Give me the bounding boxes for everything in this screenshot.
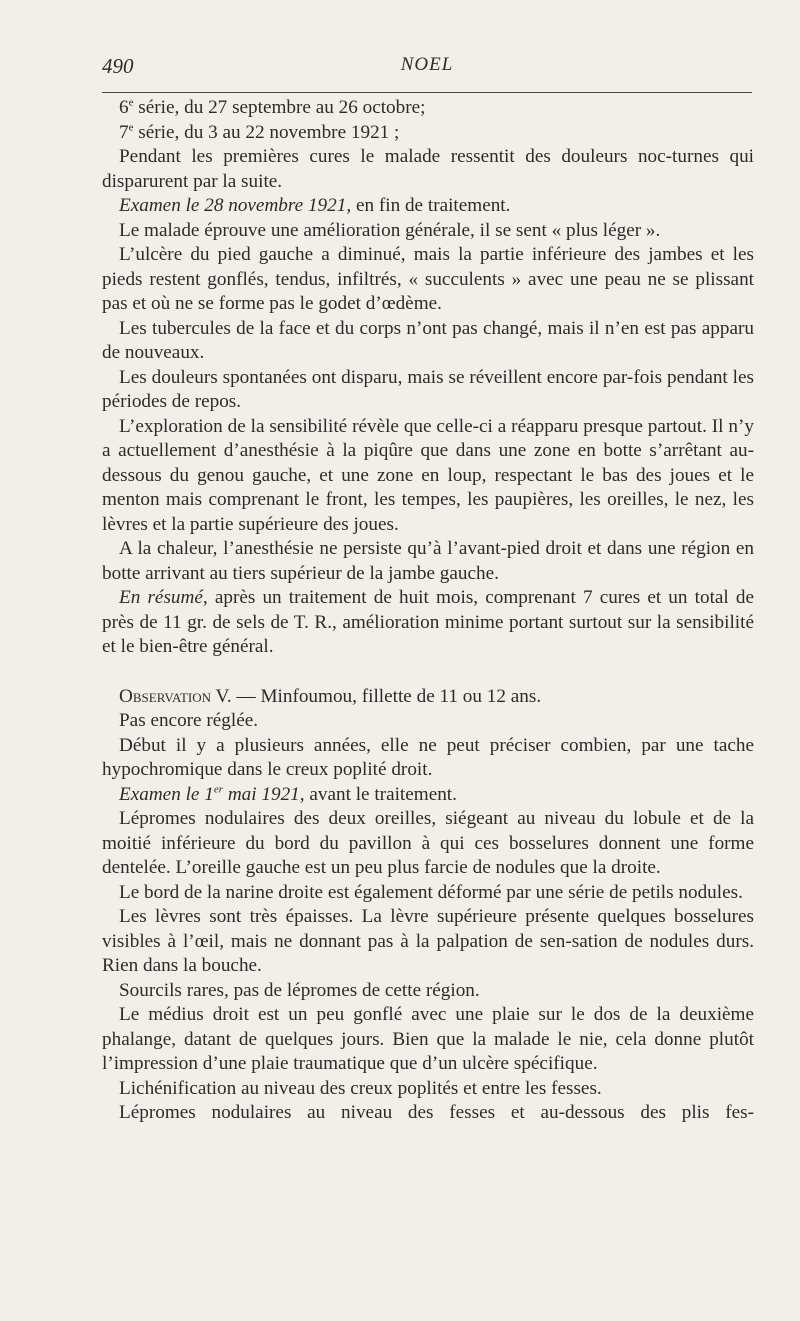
paragraph: Le malade éprouve une amélioration générale, il se sent « plus léger ». [119, 219, 661, 241]
page-body [102, 96, 754, 1126]
paragraph: Lépromes nodulaires des deux oreilles, siégeant au niveau du lobule et de la moitié inférieure du bord du pavillon à qui ces bosselures donnent une forme dentelée. L’oreille gauche est un peu plus farcie de nodules que la droite. [102, 808, 754, 878]
paragraph: Examen le 1er mai 1921, avant le traitement. [119, 783, 457, 805]
page-header [102, 52, 752, 86]
paragraph: Les douleurs spontanées ont disparu, mais se réveillent encore par-fois pendant les périodes de repos. [102, 366, 754, 412]
paragraph: L’ulcère du pied gauche a diminué, mais la partie inférieure des jambes et les pieds restent gonflés, tendus, infiltrés, « succulents » avec une peau ne se plissant pas et où ne se forme pas le godet d’œdème. [102, 244, 754, 314]
paragraph: Pas encore réglée. [119, 710, 259, 731]
header-rule [102, 92, 752, 93]
paragraph: Le bord de la narine droite est également déformé par une série de petils nodules. [119, 881, 743, 903]
paragraph: Les lèvres sont très épaisses. La lèvre supérieure présente quelques bosselures visibles à l’œil, mais ne donnant pas à la palpation de sen-sation de nodules durs. Rien dans la bouche. [102, 906, 754, 976]
paragraph: Lichénification au niveau des creux poplités et entre les fesses. [119, 1077, 602, 1099]
paragraph: Lépromes nodulaires au niveau des fesses et au-dessous des plis fes- [119, 1102, 754, 1123]
paragraph: Sourcils rares, pas de lépromes de cette région. [119, 979, 480, 1001]
paragraph: Examen le 28 novembre 1921, en fin de traitement. [119, 195, 511, 216]
running-title: NOEL [400, 54, 454, 75]
paragraph: L’exploration de la sensibilité révèle que celle-ci a réapparu presque partout. Il n’y a actuellement d’anesthésie à la piqûre que dans une zone en botte s’arrêtant au-dessous du genou gauche, et une zone en loup, respectant le bas des joues et le menton mais comprenant le front, les tempes, les paupières, les oreilles, le nez, les lèvres et la partie supérieure des joues. [102, 415, 754, 535]
paragraph: A la chaleur, l’anesthésie ne persiste qu’à l’avant-pied droit et dans une région en botte arrivant au tiers supérieur de la jambe gauche. [102, 538, 754, 584]
paragraph: Début il y a plusieurs années, elle ne peut préciser combien, par une tache hypochromique dans le creux poplité droit. [102, 734, 754, 780]
paragraph: Le médius droit est un peu gonflé avec une plaie sur le dos de la deuxième phalange, datant de quelques jours. Bien que la malade le nie, cela donne plutôt l’impression d’une plaie traumatique que d’un ulcère spécifique. [102, 1004, 754, 1074]
observation-heading: Observation V. — Minfoumou, fillette de 11 ou 12 ans. [119, 685, 542, 707]
paragraph: En résumé, après un traitement de huit mois, comprenant 7 cures et un total de près de 11 gr. de sels de T. R., amélioration minime portant surtout sur la sensibilité et le bien-être général. [102, 587, 755, 657]
paragraph: 7e série, du 3 au 22 novembre 1921 ; [119, 121, 400, 143]
paragraph: 6e série, du 27 septembre au 26 octobre; [119, 96, 426, 118]
paragraph: Pendant les premières cures le malade ressentit des douleurs noc-turnes qui disparurent par la suite. [102, 146, 754, 192]
page-number: 490 [102, 54, 134, 78]
paragraph: Les tubercules de la face et du corps n’ont pas changé, mais il n’en est pas apparu de nouveaux. [102, 317, 754, 363]
